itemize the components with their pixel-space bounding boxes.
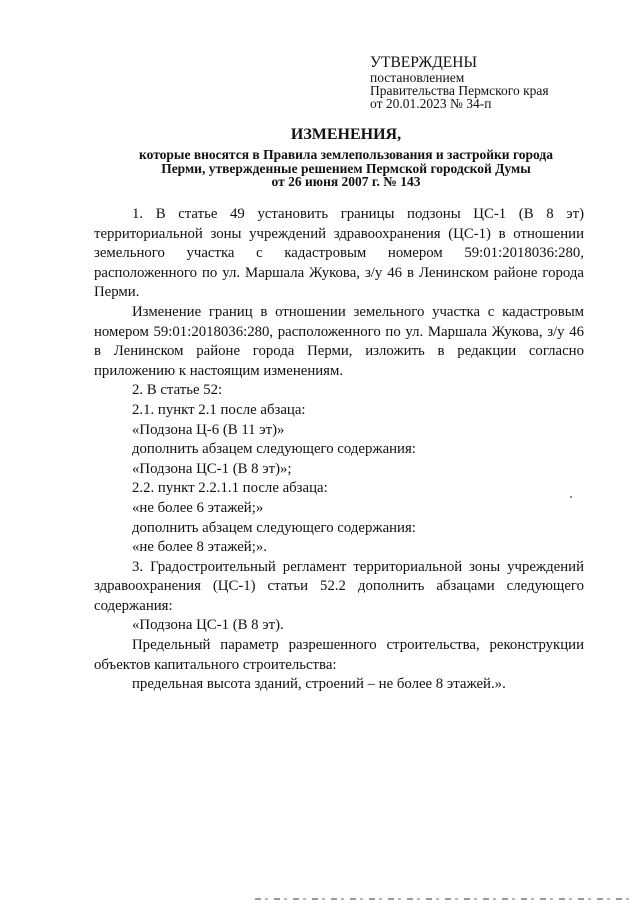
paragraph: 2.2. пункт 2.2.1.1 после абзаца: — [132, 480, 328, 497]
title-main: ИЗМЕНЕНИЯ, — [290, 126, 402, 143]
paragraph: Предельный параметр разрешенного строительства, реконструкции объектов капитального строительства: — [94, 637, 584, 673]
paragraph: Изменение границ в отношении земельного участка с кадастровым номером 59:01:2018036:280, расположенного по ул. Маршала Жукова, з/у 46 в Ленинском районе города Перми, изложить в редакции согласно приложению к настоящим изменениям. — [94, 303, 584, 379]
approval-line: постановлением — [370, 70, 465, 85]
paragraph: «Подзона Ц-6 (В 11 эт)» — [132, 421, 285, 438]
paragraph: 2.1. пункт 2.1 после абзаца: — [132, 401, 306, 418]
approval-heading: УТВЕРЖДЕНЫ — [370, 54, 477, 71]
document-title — [60, 126, 632, 189]
document-body — [94, 205, 584, 695]
paragraph: «не более 6 этажей;» — [132, 499, 264, 516]
scan-speck — [570, 496, 572, 498]
paragraph: дополнить абзацем следующего содержания: — [132, 441, 416, 458]
title-subtitle-line: Перми, утвержденные решением Пермской городской Думы — [161, 160, 531, 176]
approval-line: Правительства Пермского края — [370, 83, 549, 98]
title-subtitle-line: которые вносятся в Правила землепользования и застройки города — [139, 147, 553, 162]
paragraph: «не более 8 этажей;». — [132, 539, 267, 556]
paragraph: дополнить абзацем следующего содержания: — [132, 519, 416, 536]
approval-date: от 20.01.2023 № 34-п — [370, 96, 492, 111]
scan-artifact-line — [255, 898, 630, 900]
paragraph: 2. В статье 52: — [132, 382, 223, 399]
paragraph: «Подзона ЦС-1 (В 8 эт). — [132, 617, 284, 634]
paragraph: «Подзона ЦС-1 (В 8 эт)»; — [132, 460, 292, 477]
paragraph: 1. В статье 49 установить границы подзоны ЦС-1 (В 8 эт) территориальной зоны учреждений здравоохранения (ЦС-1) в отношении земельного участка с кадастровым номером 59:01:2018036:280, расположенного по ул. Маршала Жукова, з/у 46 в Ленинском районе города Перми. — [94, 206, 584, 301]
paragraph: предельная высота зданий, строений – не более 8 этажей.». — [132, 676, 506, 693]
title-subtitle-line: от 26 июня 2007 г. № 143 — [271, 174, 421, 189]
approval-stamp — [370, 55, 549, 110]
paragraph: 3. Градостроительный регламент территориальной зоны учреждений здравоохранения (ЦС-1) статьи 52.2 дополнить абзацами следующего содержания: — [94, 558, 584, 614]
